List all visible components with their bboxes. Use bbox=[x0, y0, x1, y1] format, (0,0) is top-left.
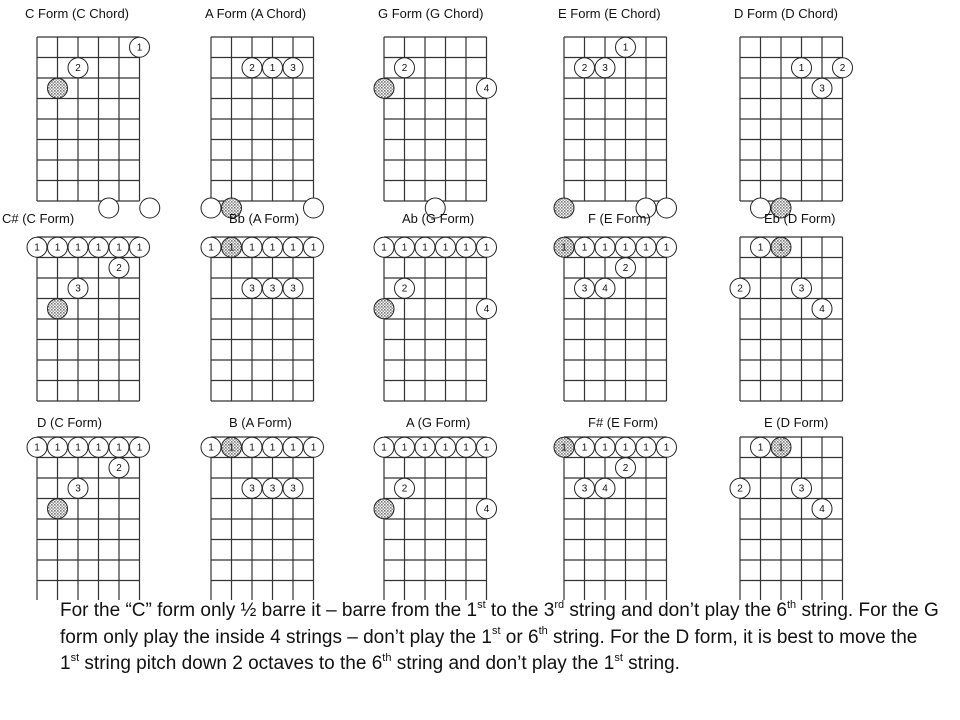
finger-number: 3 bbox=[290, 62, 296, 74]
fretboard-grid bbox=[740, 237, 843, 401]
finger-dot bbox=[595, 478, 615, 498]
finger-dot bbox=[374, 437, 394, 457]
finger-dot bbox=[263, 237, 283, 257]
finger-dot bbox=[812, 78, 832, 98]
finger-number: 3 bbox=[249, 283, 255, 295]
finger-dot bbox=[636, 237, 656, 257]
finger-dot bbox=[730, 278, 750, 298]
finger-dot bbox=[575, 437, 595, 457]
finger-number: 1 bbox=[75, 442, 81, 454]
finger-number: 1 bbox=[208, 442, 214, 454]
finger-dot bbox=[201, 237, 221, 257]
finger-number: 1 bbox=[442, 442, 449, 454]
chord-diagram bbox=[201, 415, 324, 600]
finger-number: 1 bbox=[95, 442, 102, 454]
finger-dot bbox=[812, 499, 832, 519]
finger-number: 1 bbox=[34, 242, 40, 254]
finger-dot bbox=[109, 237, 129, 257]
finger-number: 1 bbox=[622, 42, 629, 54]
finger-number: 2 bbox=[737, 283, 743, 295]
finger-dot bbox=[242, 237, 262, 257]
finger-number: 1 bbox=[561, 442, 567, 454]
finger-dot bbox=[575, 478, 595, 498]
caption-part: For the “C” form only ½ barre it – barre from the 1 bbox=[60, 600, 478, 621]
chord-title: E (D Form) bbox=[764, 415, 829, 430]
finger-number: 3 bbox=[269, 483, 276, 495]
finger-number: 1 bbox=[778, 242, 784, 254]
finger-number: 3 bbox=[798, 483, 805, 495]
chord-diagram bbox=[554, 415, 677, 600]
finger-number: 1 bbox=[269, 242, 276, 254]
root-note-dot bbox=[48, 78, 68, 98]
finger-number: 2 bbox=[401, 62, 408, 74]
root-note-dot bbox=[48, 299, 68, 319]
open-string-marker bbox=[99, 198, 119, 218]
root-note-dot bbox=[222, 437, 242, 457]
finger-number: 3 bbox=[290, 283, 296, 295]
open-string-marker bbox=[140, 198, 160, 218]
chord-title: C# (C Form) bbox=[2, 211, 75, 226]
fretboard-grid bbox=[564, 437, 667, 600]
finger-number: 1 bbox=[228, 242, 235, 254]
finger-dot bbox=[477, 299, 497, 319]
chord-title: Bb (A Form) bbox=[229, 211, 300, 226]
finger-number: 1 bbox=[54, 242, 61, 254]
finger-dot bbox=[263, 58, 283, 78]
finger-number: 1 bbox=[778, 442, 784, 454]
finger-number: 2 bbox=[839, 62, 846, 74]
finger-dot bbox=[68, 437, 88, 457]
fretboard-grid bbox=[740, 37, 843, 201]
chord-diagram bbox=[201, 211, 324, 401]
finger-dot bbox=[395, 58, 415, 78]
finger-number: 2 bbox=[622, 262, 629, 274]
caption-sup: rd bbox=[554, 598, 565, 611]
finger-number: 1 bbox=[310, 242, 317, 254]
finger-number: 1 bbox=[422, 242, 428, 254]
caption-sup: th bbox=[786, 598, 797, 611]
finger-number: 1 bbox=[422, 442, 428, 454]
caption-part: string. bbox=[622, 653, 680, 674]
finger-number: 4 bbox=[483, 83, 490, 95]
finger-number: 1 bbox=[442, 242, 449, 254]
finger-dot bbox=[636, 437, 656, 457]
fretboard-grid bbox=[384, 437, 487, 600]
finger-number: 1 bbox=[663, 442, 670, 454]
finger-dot bbox=[477, 237, 497, 257]
finger-dot bbox=[657, 237, 677, 257]
chord-diagram bbox=[374, 6, 497, 218]
finger-number: 3 bbox=[581, 283, 588, 295]
caption-part: string pitch down 2 octaves to the 6 bbox=[79, 653, 383, 674]
chord-title: D (C Form) bbox=[37, 415, 102, 430]
finger-number: 1 bbox=[757, 442, 764, 454]
finger-dot bbox=[436, 437, 456, 457]
finger-dot bbox=[616, 258, 636, 278]
finger-number: 4 bbox=[602, 483, 608, 495]
finger-dot bbox=[616, 437, 636, 457]
chord-title: Ab (G Form) bbox=[402, 211, 475, 226]
finger-number: 1 bbox=[561, 242, 567, 254]
finger-dot bbox=[283, 437, 303, 457]
finger-number: 3 bbox=[249, 483, 255, 495]
finger-dot bbox=[68, 58, 88, 78]
finger-number: 1 bbox=[643, 442, 649, 454]
finger-dot bbox=[415, 437, 435, 457]
finger-dot bbox=[395, 478, 415, 498]
finger-dot bbox=[616, 37, 636, 57]
finger-dot bbox=[130, 37, 150, 57]
finger-number: 4 bbox=[602, 283, 608, 295]
finger-dot bbox=[201, 437, 221, 457]
finger-dot bbox=[751, 237, 771, 257]
finger-number: 1 bbox=[290, 242, 296, 254]
finger-dot bbox=[89, 237, 109, 257]
finger-number: 1 bbox=[310, 442, 317, 454]
caption-sup: st bbox=[614, 651, 623, 664]
finger-number: 3 bbox=[75, 483, 81, 495]
finger-number: 1 bbox=[228, 442, 235, 454]
caption-sup: th bbox=[538, 625, 548, 638]
finger-dot bbox=[68, 478, 88, 498]
caption-sup: th bbox=[382, 651, 392, 664]
finger-dot bbox=[68, 237, 88, 257]
finger-dot bbox=[456, 237, 476, 257]
root-note-dot bbox=[554, 237, 574, 257]
finger-number: 1 bbox=[643, 242, 649, 254]
finger-number: 1 bbox=[116, 242, 122, 254]
finger-number: 1 bbox=[269, 62, 276, 74]
chord-diagram bbox=[2, 211, 150, 401]
caption-part: string. For the G form only play the inside 4 strings – don’t play the 1 bbox=[60, 600, 939, 648]
root-note-dot bbox=[771, 237, 791, 257]
finger-number: 2 bbox=[116, 262, 122, 274]
finger-dot bbox=[792, 58, 812, 78]
chord-diagram bbox=[554, 6, 677, 218]
finger-number: 1 bbox=[401, 242, 408, 254]
finger-dot bbox=[616, 458, 636, 478]
finger-dot bbox=[130, 237, 150, 257]
finger-dot bbox=[477, 437, 497, 457]
finger-number: 1 bbox=[581, 242, 588, 254]
finger-number: 1 bbox=[269, 442, 276, 454]
root-note-dot bbox=[374, 78, 394, 98]
finger-dot bbox=[263, 278, 283, 298]
finger-number: 3 bbox=[75, 283, 81, 295]
finger-dot bbox=[283, 237, 303, 257]
finger-number: 1 bbox=[290, 442, 296, 454]
finger-dot bbox=[575, 237, 595, 257]
chord-title: C Form (C Chord) bbox=[25, 6, 130, 21]
finger-number: 3 bbox=[290, 483, 296, 495]
finger-number: 1 bbox=[95, 242, 102, 254]
finger-number: 3 bbox=[798, 283, 805, 295]
open-string-marker bbox=[201, 198, 221, 218]
finger-number: 1 bbox=[463, 442, 469, 454]
finger-number: 1 bbox=[663, 242, 670, 254]
caption-sup: st bbox=[477, 598, 486, 611]
finger-dot bbox=[283, 278, 303, 298]
caption-part: string and don’t play the 6 bbox=[564, 600, 787, 621]
finger-number: 1 bbox=[34, 442, 40, 454]
chord-title: F (E Form) bbox=[588, 211, 651, 226]
chord-title: A (G Form) bbox=[406, 415, 471, 430]
caption-part: string and don’t play the 1 bbox=[391, 653, 615, 674]
caption-part: to the 3 bbox=[485, 600, 555, 621]
chord-diagram bbox=[27, 415, 150, 600]
finger-dot bbox=[242, 58, 262, 78]
finger-number: 1 bbox=[136, 442, 143, 454]
finger-dot bbox=[283, 58, 303, 78]
finger-dot bbox=[575, 58, 595, 78]
finger-dot bbox=[657, 437, 677, 457]
finger-number: 2 bbox=[401, 483, 408, 495]
finger-dot bbox=[242, 278, 262, 298]
finger-number: 1 bbox=[381, 242, 387, 254]
finger-dot bbox=[730, 478, 750, 498]
root-note-dot bbox=[374, 299, 394, 319]
finger-number: 2 bbox=[75, 62, 81, 74]
finger-number: 1 bbox=[75, 242, 81, 254]
finger-number: 1 bbox=[757, 242, 764, 254]
finger-number: 1 bbox=[249, 442, 255, 454]
finger-dot bbox=[27, 437, 47, 457]
finger-dot bbox=[792, 278, 812, 298]
finger-number: 2 bbox=[401, 283, 408, 295]
finger-dot bbox=[792, 478, 812, 498]
finger-number: 1 bbox=[602, 442, 608, 454]
finger-number: 4 bbox=[483, 503, 490, 515]
finger-number: 4 bbox=[819, 303, 825, 315]
finger-dot bbox=[456, 437, 476, 457]
finger-number: 1 bbox=[602, 242, 608, 254]
finger-dot bbox=[395, 437, 415, 457]
caption-sup: st bbox=[70, 651, 80, 664]
finger-number: 4 bbox=[819, 503, 825, 515]
finger-number: 1 bbox=[798, 62, 805, 74]
chord-title: D Form (D Chord) bbox=[734, 6, 839, 21]
finger-dot bbox=[130, 437, 150, 457]
finger-dot bbox=[616, 237, 636, 257]
finger-dot bbox=[109, 458, 129, 478]
caption-text bbox=[60, 598, 940, 678]
finger-dot bbox=[595, 278, 615, 298]
finger-dot bbox=[68, 278, 88, 298]
root-open-string-marker bbox=[554, 198, 574, 218]
caption-sup: st bbox=[491, 625, 501, 638]
finger-dot bbox=[27, 237, 47, 257]
root-note-dot bbox=[374, 499, 394, 519]
chord-title: E Form (E Chord) bbox=[558, 6, 661, 21]
finger-dot bbox=[595, 437, 615, 457]
chord-diagram bbox=[25, 6, 160, 218]
caption-part: or 6 bbox=[500, 626, 539, 648]
fretboard-grid bbox=[37, 37, 140, 201]
finger-dot bbox=[415, 237, 435, 257]
finger-number: 2 bbox=[249, 62, 255, 74]
open-string-marker bbox=[304, 198, 324, 218]
finger-number: 2 bbox=[622, 462, 629, 474]
chord-title: F# (E Form) bbox=[588, 415, 659, 430]
finger-number: 2 bbox=[116, 462, 122, 474]
root-note-dot bbox=[771, 437, 791, 457]
finger-dot bbox=[395, 278, 415, 298]
finger-dot bbox=[304, 437, 324, 457]
finger-number: 1 bbox=[483, 242, 490, 254]
chord-diagram bbox=[201, 6, 324, 218]
finger-dot bbox=[109, 437, 129, 457]
finger-dot bbox=[109, 258, 129, 278]
finger-number: 1 bbox=[54, 442, 61, 454]
chord-diagram bbox=[730, 415, 843, 600]
finger-dot bbox=[833, 58, 853, 78]
finger-dot bbox=[48, 437, 68, 457]
finger-dot bbox=[283, 478, 303, 498]
finger-number: 4 bbox=[483, 303, 490, 315]
finger-dot bbox=[374, 237, 394, 257]
finger-dot bbox=[304, 237, 324, 257]
finger-number: 2 bbox=[737, 483, 743, 495]
finger-dot bbox=[263, 437, 283, 457]
finger-dot bbox=[575, 278, 595, 298]
finger-dot bbox=[242, 437, 262, 457]
finger-dot bbox=[595, 237, 615, 257]
finger-dot bbox=[751, 437, 771, 457]
finger-dot bbox=[436, 237, 456, 257]
finger-number: 3 bbox=[581, 483, 588, 495]
finger-dot bbox=[242, 478, 262, 498]
root-note-dot bbox=[222, 237, 242, 257]
chord-diagram bbox=[554, 211, 677, 401]
root-note-dot bbox=[554, 437, 574, 457]
finger-dot bbox=[477, 499, 497, 519]
finger-number: 1 bbox=[622, 242, 629, 254]
open-string-marker bbox=[657, 198, 677, 218]
chord-title: B (A Form) bbox=[229, 415, 292, 430]
fretboard-grid bbox=[211, 437, 314, 600]
caption-part: string. For the D form, it is best to move the 1 bbox=[60, 626, 918, 674]
finger-number: 1 bbox=[136, 42, 143, 54]
finger-dot bbox=[89, 437, 109, 457]
fretboard-grid bbox=[384, 237, 487, 401]
chord-title: G Form (G Chord) bbox=[378, 6, 484, 21]
finger-number: 3 bbox=[819, 83, 825, 95]
finger-number: 1 bbox=[463, 242, 469, 254]
fretboard-grid bbox=[564, 237, 667, 401]
finger-number: 1 bbox=[381, 442, 387, 454]
finger-number: 1 bbox=[622, 442, 629, 454]
fretboard-grid bbox=[211, 237, 314, 401]
chord-diagram bbox=[730, 211, 843, 401]
fretboard-grid bbox=[740, 437, 843, 600]
finger-dot bbox=[48, 237, 68, 257]
finger-dot bbox=[477, 78, 497, 98]
finger-number: 1 bbox=[116, 442, 122, 454]
root-note-dot bbox=[48, 499, 68, 519]
finger-number: 2 bbox=[581, 62, 588, 74]
chord-title: Eb (D Form) bbox=[764, 211, 836, 226]
finger-number: 1 bbox=[581, 442, 588, 454]
chord-diagram bbox=[374, 211, 497, 401]
finger-number: 1 bbox=[249, 242, 255, 254]
finger-number: 1 bbox=[136, 242, 143, 254]
chord-diagram bbox=[734, 6, 853, 218]
chord-diagram bbox=[374, 415, 497, 600]
finger-dot bbox=[263, 478, 283, 498]
finger-number: 1 bbox=[208, 242, 214, 254]
finger-dot bbox=[812, 299, 832, 319]
finger-dot bbox=[595, 58, 615, 78]
chord-title: A Form (A Chord) bbox=[205, 6, 307, 21]
finger-number: 1 bbox=[483, 442, 490, 454]
finger-number: 3 bbox=[602, 62, 608, 74]
finger-dot bbox=[395, 237, 415, 257]
finger-number: 3 bbox=[269, 283, 276, 295]
finger-number: 1 bbox=[401, 442, 408, 454]
